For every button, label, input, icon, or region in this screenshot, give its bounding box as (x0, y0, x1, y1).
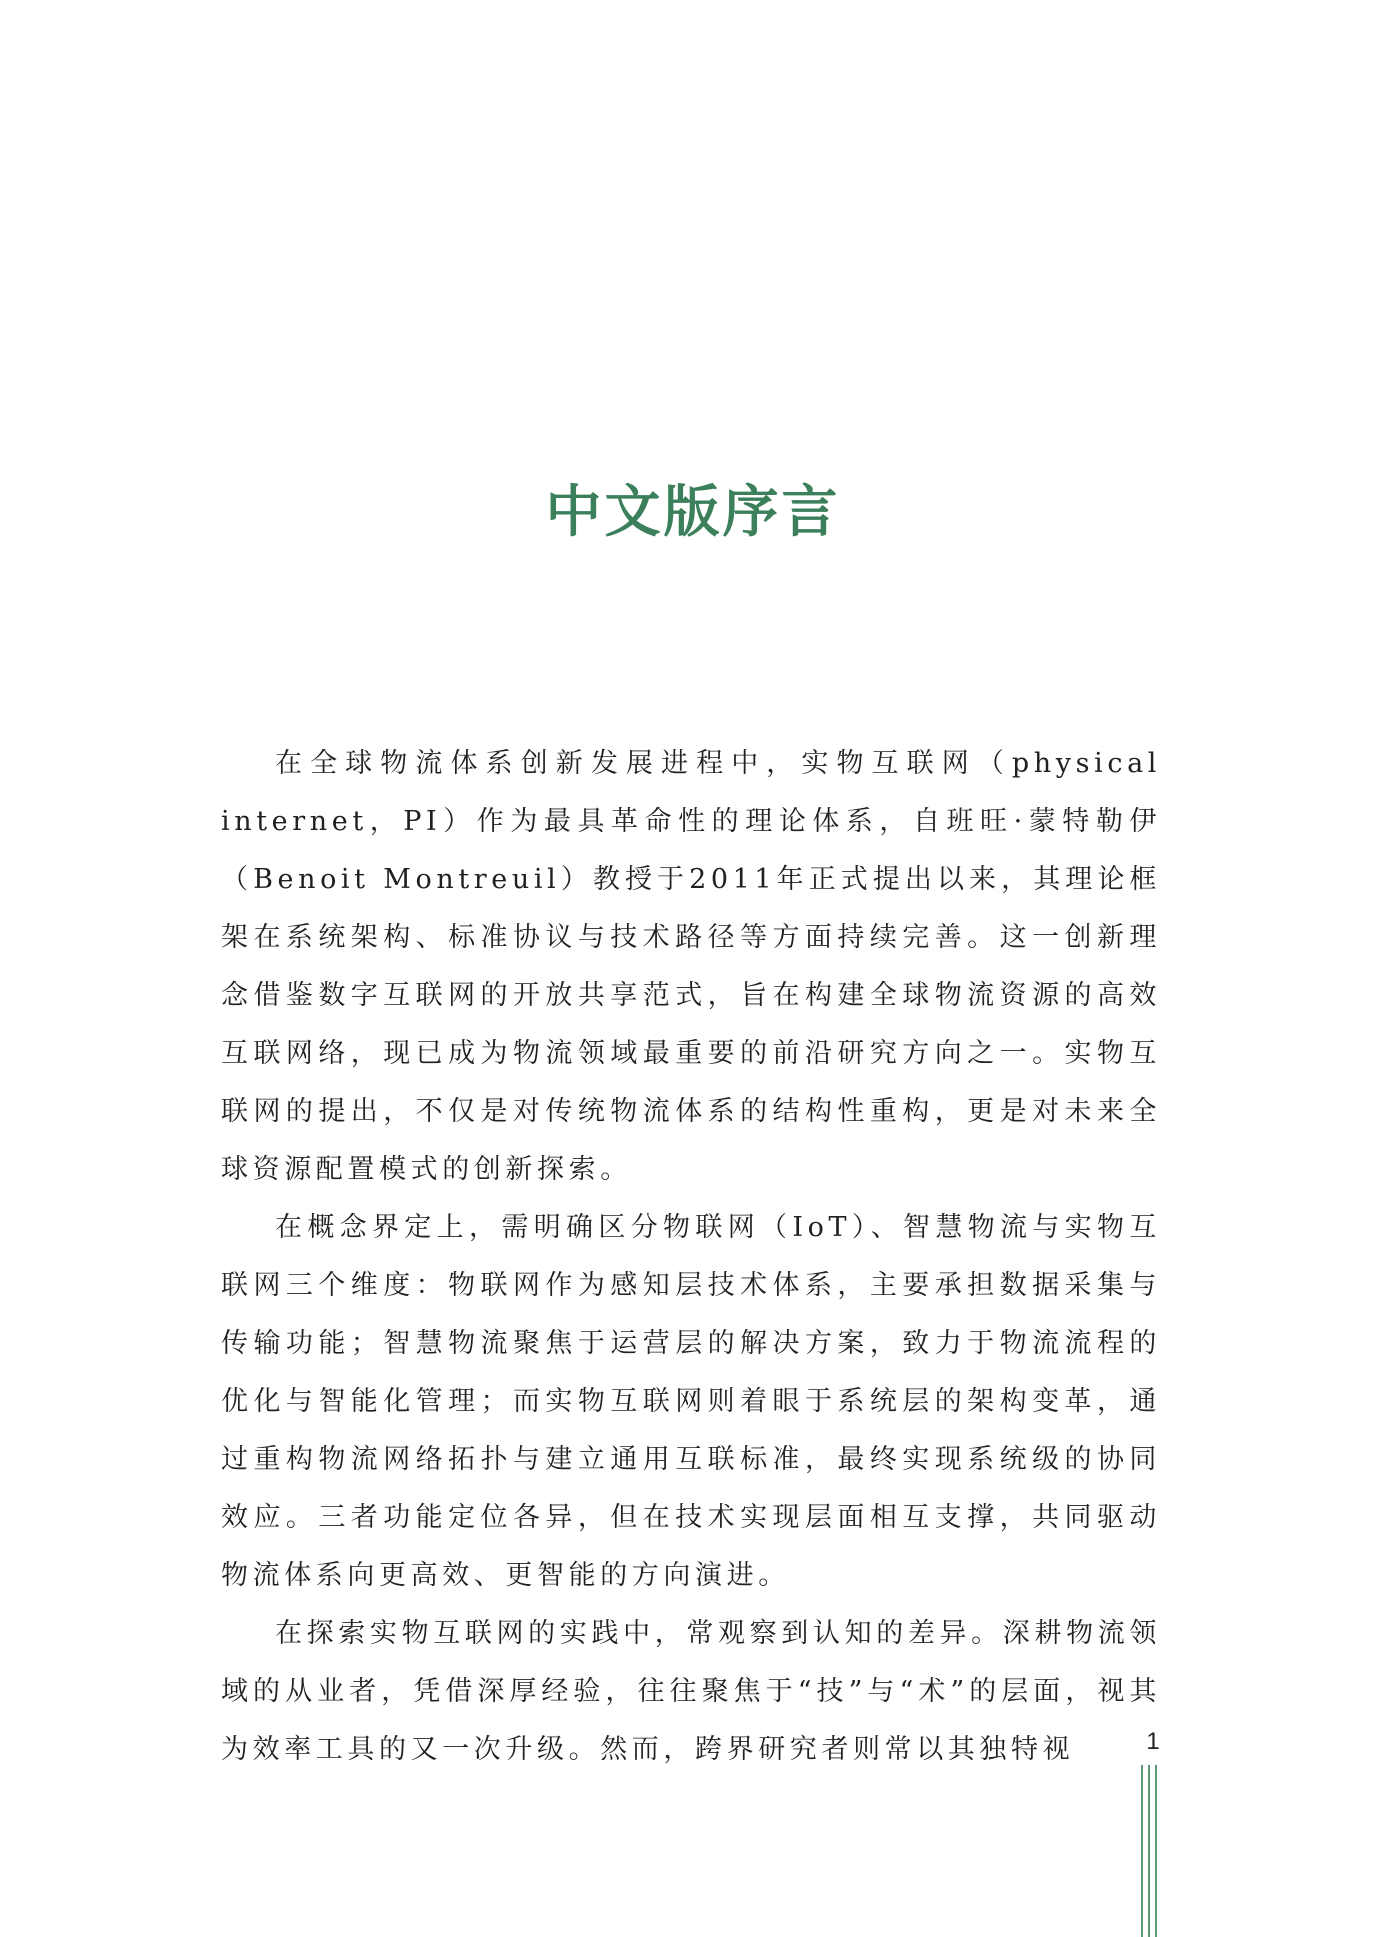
page-number: 1 (1146, 1728, 1160, 1755)
margin-rule-3 (1155, 1765, 1157, 1937)
paragraph-3: 在探索实物互联网的实践中，常观察到认知的差异。深耕物流领域的从业者，凭借深厚经验，往往聚焦于“技”与“术”的层面，视其为效率工具的又一次升级。然而，跨界研究者则常以其独特视 (221, 1618, 1161, 1765)
paragraph-2: 在概念界定上，需明确区分物联网（IoT）、智慧物流与实物互联网三个维度：物联网作为感知层技术体系，主要承担数据采集与传输功能；智慧物流聚焦于运营层的解决方案，致力于物流流程的优化与智能化管理；而实物互联网则着眼于系统层的架构变革，通过重构物流网络拓扑与建立通用互联标准，最终实现系统级的协同效应。三者功能定位各异，但在技术实现层面相互支撑，共同驱动物流体系向更高效、更智能的方向演进。 (221, 1212, 1161, 1591)
preface-body (221, 735, 1161, 1779)
page-title: 中文版序言 (545, 479, 841, 545)
paragraph-1: 在全球物流体系创新发展进程中，实物互联网（physical internet，PI）作为最具革命性的理论体系，自班旺·蒙特勒伊（Benoit Montreuil）教授于2011年正式提出以来，其理论框架在系统架构、标准协议与技术路径等方面持续完善。这一创新理念借鉴数字互联网的开放共享范式，旨在构建全球物流资源的高效互联网络，现已成为物流领域最重要的前沿研究方向之一。实物互联网的提出，不仅是对传统物流体系的结构性重构，更是对未来全球资源配置模式的创新探索。 (221, 748, 1161, 1185)
margin-rule-1 (1141, 1765, 1143, 1937)
margin-rule-2 (1148, 1765, 1150, 1937)
